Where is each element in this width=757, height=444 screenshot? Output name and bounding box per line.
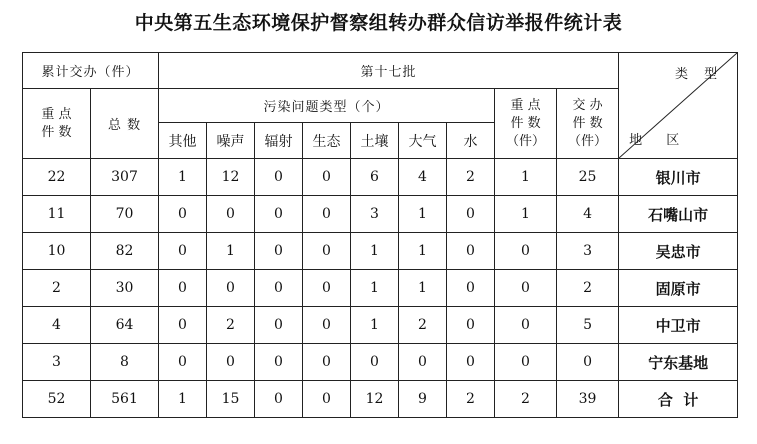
pollution-water-header: 水	[447, 123, 495, 159]
key-cell: 0	[495, 307, 557, 344]
air-cell: 1	[399, 233, 447, 270]
soil-cell: 1	[351, 233, 399, 270]
other-cell: 0	[159, 196, 207, 233]
air-cell: 9	[399, 381, 447, 418]
radiation-cell: 0	[255, 159, 303, 196]
other-cell: 0	[159, 344, 207, 381]
cum-key-cell: 22	[23, 159, 91, 196]
other-cell: 0	[159, 270, 207, 307]
radiation-cell: 0	[255, 307, 303, 344]
noise-cell: 12	[207, 159, 255, 196]
pollution-radiation-header: 辐射	[255, 123, 303, 159]
table-row	[23, 307, 738, 344]
handover-cell: 2	[557, 270, 619, 307]
radiation-cell: 0	[255, 344, 303, 381]
pollution-soil-header: 土壤	[351, 123, 399, 159]
pollution-eco-header: 生态	[303, 123, 351, 159]
table-row	[23, 233, 738, 270]
key-cell: 0	[495, 344, 557, 381]
handover-cell: 4	[557, 196, 619, 233]
radiation-cell: 0	[255, 270, 303, 307]
eco-cell: 0	[303, 159, 351, 196]
cum-total-cell: 70	[91, 196, 159, 233]
noise-cell: 2	[207, 307, 255, 344]
cum-total-cell: 30	[91, 270, 159, 307]
eco-cell: 0	[303, 196, 351, 233]
region-cell: 固原市	[619, 270, 738, 307]
region-cell: 吴忠市	[619, 233, 738, 270]
soil-cell: 1	[351, 270, 399, 307]
batch-key-header: 重 点 件 数 （件）	[495, 89, 557, 159]
air-cell: 4	[399, 159, 447, 196]
table-row	[23, 270, 738, 307]
total-row	[23, 381, 738, 418]
key-cell: 1	[495, 196, 557, 233]
water-cell: 0	[447, 307, 495, 344]
eco-cell: 0	[303, 233, 351, 270]
table-row	[23, 344, 738, 381]
handover-cell: 39	[557, 381, 619, 418]
cum-total-cell: 82	[91, 233, 159, 270]
cum-key-cell: 52	[23, 381, 91, 418]
soil-cell: 12	[351, 381, 399, 418]
water-cell: 0	[447, 344, 495, 381]
cumulative-total-header: 总 数	[91, 89, 159, 159]
batch-header: 第十七批	[159, 53, 619, 89]
cum-key-cell: 2	[23, 270, 91, 307]
soil-cell: 6	[351, 159, 399, 196]
other-cell: 1	[159, 159, 207, 196]
air-cell: 0	[399, 344, 447, 381]
radiation-cell: 0	[255, 233, 303, 270]
pollution-noise-header: 噪声	[207, 123, 255, 159]
table-row	[23, 196, 738, 233]
region-cell: 合 计	[619, 381, 738, 418]
noise-cell: 15	[207, 381, 255, 418]
handover-cell: 3	[557, 233, 619, 270]
eco-cell: 0	[303, 307, 351, 344]
air-cell: 1	[399, 196, 447, 233]
radiation-cell: 0	[255, 196, 303, 233]
water-cell: 2	[447, 381, 495, 418]
eco-cell: 0	[303, 381, 351, 418]
cum-key-cell: 11	[23, 196, 91, 233]
other-cell: 0	[159, 307, 207, 344]
other-cell: 0	[159, 233, 207, 270]
soil-cell: 0	[351, 344, 399, 381]
region-cell: 石嘴山市	[619, 196, 738, 233]
handover-cell: 0	[557, 344, 619, 381]
region-cell: 银川市	[619, 159, 738, 196]
handover-cell: 25	[557, 159, 619, 196]
type-label: 类 型	[674, 67, 724, 82]
key-cell: 2	[495, 381, 557, 418]
noise-cell: 0	[207, 196, 255, 233]
type-region-corner	[619, 53, 738, 159]
cumulative-header: 累计交办（件）	[23, 53, 159, 89]
air-cell: 1	[399, 270, 447, 307]
water-cell: 0	[447, 233, 495, 270]
noise-cell: 1	[207, 233, 255, 270]
table-row	[23, 159, 738, 196]
cum-key-cell: 10	[23, 233, 91, 270]
air-cell: 2	[399, 307, 447, 344]
handover-cell: 5	[557, 307, 619, 344]
key-cell: 0	[495, 270, 557, 307]
cum-total-cell: 561	[91, 381, 159, 418]
water-cell: 2	[447, 159, 495, 196]
water-cell: 0	[447, 270, 495, 307]
soil-cell: 3	[351, 196, 399, 233]
soil-cell: 1	[351, 307, 399, 344]
region-label: 地 区	[629, 133, 690, 148]
statistics-table	[22, 52, 738, 418]
region-cell: 宁东基地	[619, 344, 738, 381]
key-cell: 1	[495, 159, 557, 196]
page-title: 中央第五生态环境保护督察组转办群众信访举报件统计表	[134, 12, 623, 34]
cum-key-cell: 3	[23, 344, 91, 381]
water-cell: 0	[447, 196, 495, 233]
key-cell: 0	[495, 233, 557, 270]
cumulative-key-header: 重 点 件 数	[23, 89, 91, 159]
cum-total-cell: 8	[91, 344, 159, 381]
eco-cell: 0	[303, 344, 351, 381]
pollution-air-header: 大气	[399, 123, 447, 159]
radiation-cell: 0	[255, 381, 303, 418]
cum-total-cell: 307	[91, 159, 159, 196]
cum-key-cell: 4	[23, 307, 91, 344]
pollution-other-header: 其他	[159, 123, 207, 159]
other-cell: 1	[159, 381, 207, 418]
cum-total-cell: 64	[91, 307, 159, 344]
noise-cell: 0	[207, 344, 255, 381]
eco-cell: 0	[303, 270, 351, 307]
handover-header: 交 办 件 数 （件）	[557, 89, 619, 159]
pollution-type-header: 污染问题类型（个）	[159, 89, 495, 123]
region-cell: 中卫市	[619, 307, 738, 344]
noise-cell: 0	[207, 270, 255, 307]
